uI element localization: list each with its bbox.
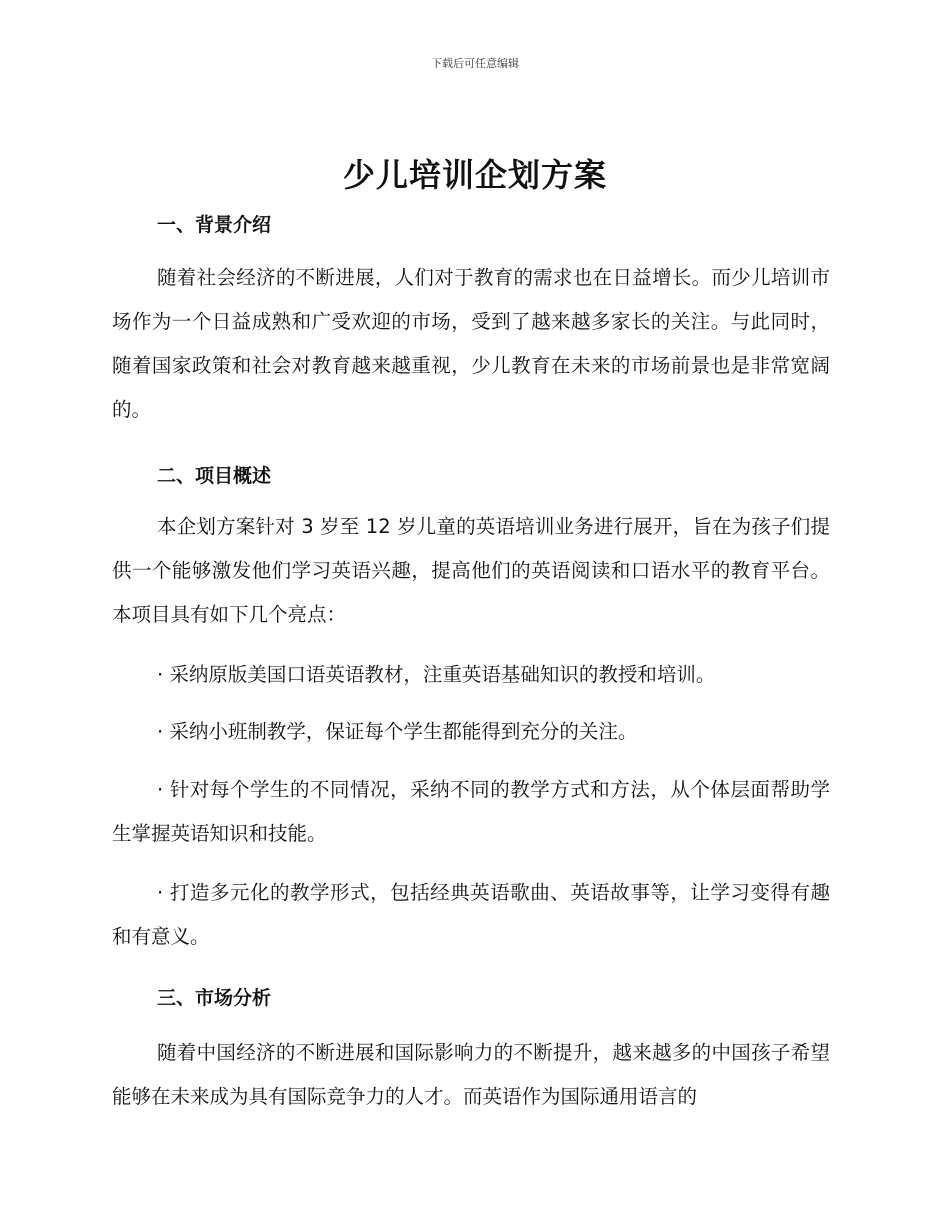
bullet-item: · 打造多元化的教学形式，包括经典英语歌曲、英语故事等，让学习变得有趣和有意义。 [112, 881, 830, 948]
bullet-item: · 针对每个学生的不同情况，采纳不同的教学方式和方法，从个体层面帮助学生掌握英语知识和技能。 [112, 778, 830, 845]
header-note: 下载后可任意编辑 [431, 57, 519, 70]
section-paragraph: 本企划方案针对 3 岁至 12 岁儿童的英语培训业务进行展开，旨在为孩子们提供一个能够激发他们学习英语兴趣，提高他们的英语阅读和口语水平的教育平台。本项目具有如下几个亮点： [112, 515, 830, 626]
document-title: 少儿培训企划方案 [342, 156, 607, 194]
section-heading-background: 一、背景介绍 [157, 214, 272, 236]
section-paragraph: 随着社会经济的不断进展，人们对于教育的需求也在日益增长。而少儿培训市场作为一个日益成熟和广受欢迎的市场，受到了越来越多家长的关注。与此同时，随着国家政策和社会对教育越来越重视，少儿教育在未来的市场前景也是非常宽阔的。 [112, 266, 830, 421]
section-paragraph: 随着中国经济的不断进展和国际影响力的不断提升，越来越多的中国孩子希望能够在未来成为具有国际竞争力的人才。而英语作为国际通用语言的 [112, 1041, 830, 1108]
section-heading-market: 三、市场分析 [157, 987, 272, 1009]
bullet-item: · 采纳小班制教学，保证每个学生都能得到充分的关注。 [157, 720, 638, 743]
section-heading-overview: 二、项目概述 [157, 465, 272, 487]
bullet-item: · 采纳原版美国口语英语教材，注重英语基础知识的教授和培训。 [157, 663, 716, 686]
